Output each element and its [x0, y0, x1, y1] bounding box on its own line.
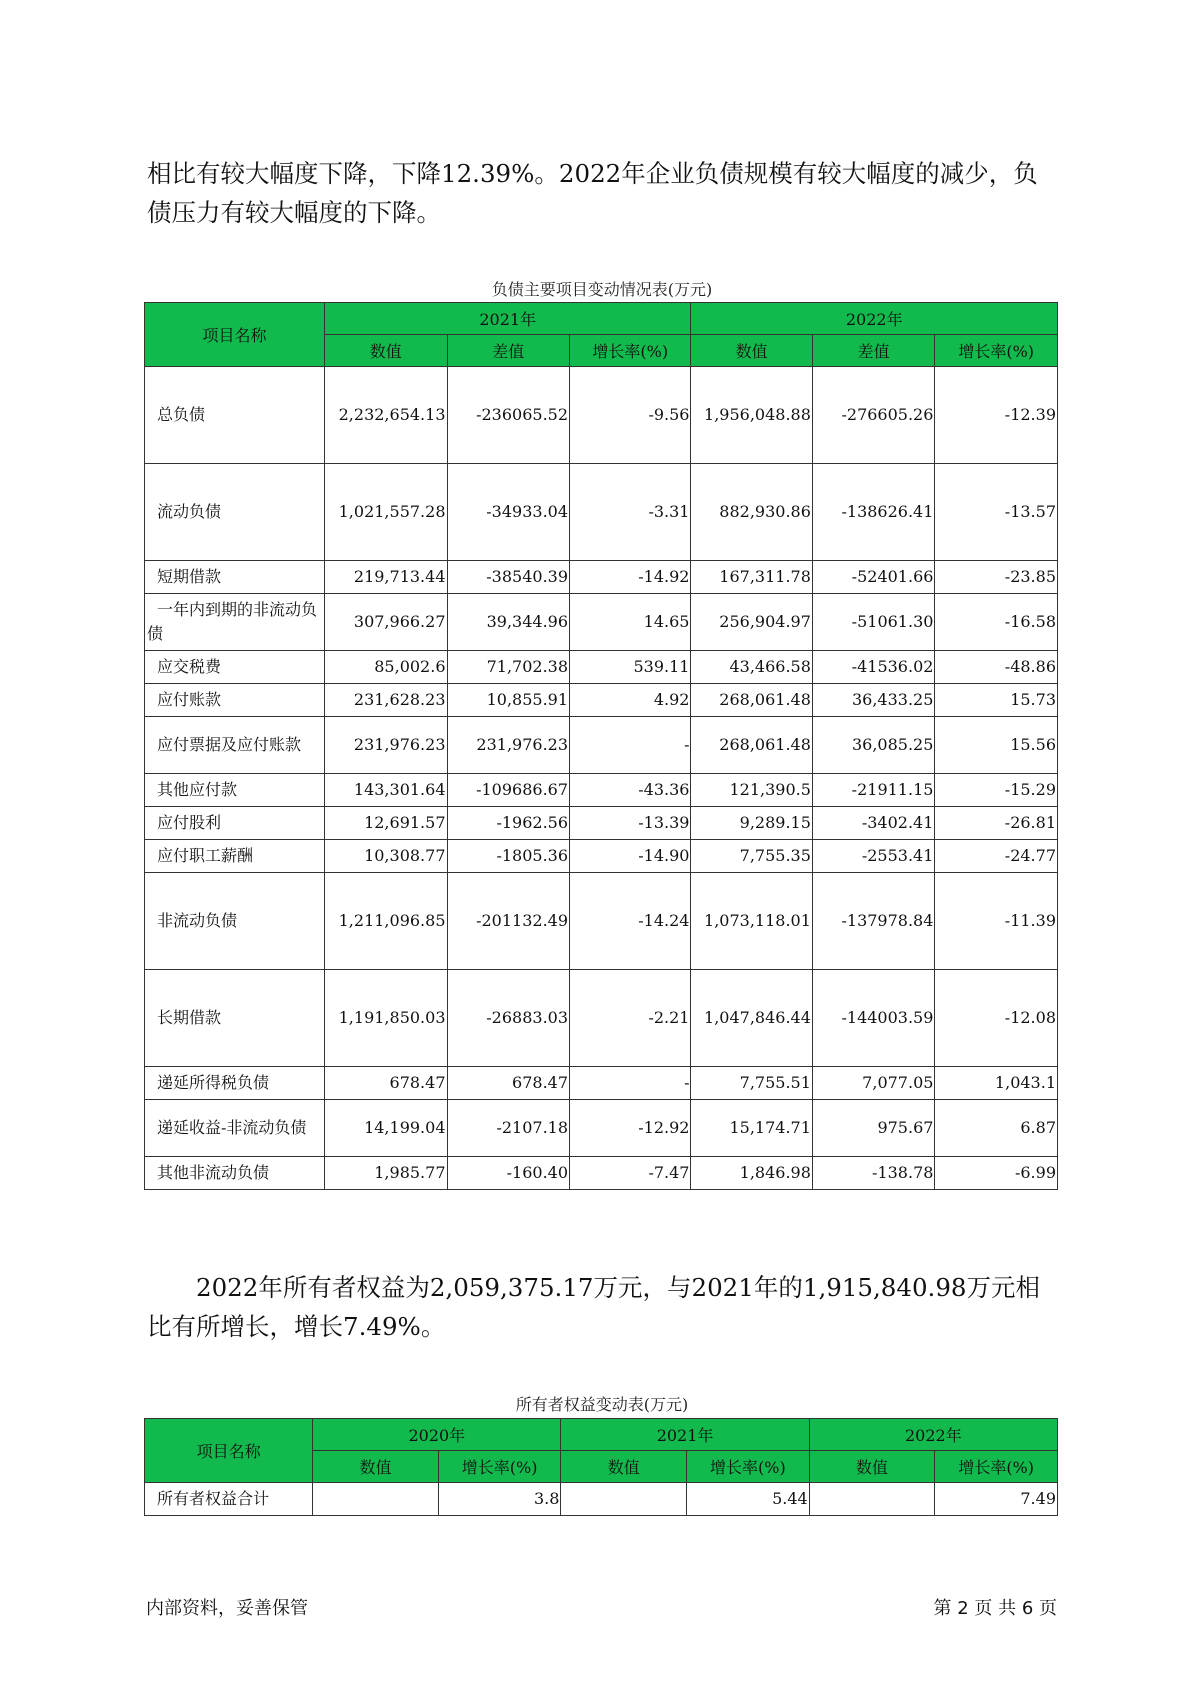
cell-rate-2022: -12.08 — [935, 970, 1058, 1067]
cell-value-2021: 12,691.57 — [324, 807, 447, 840]
cell-diff-2022: -137978.84 — [812, 873, 935, 970]
cell-diff-2021: -1962.56 — [447, 807, 570, 840]
cell-diff-2022: -144003.59 — [812, 970, 935, 1067]
header-year-2021: 2021年 — [324, 303, 690, 335]
cell-value-2022: 7,755.35 — [691, 840, 812, 873]
cell-rate-2021: -12.92 — [570, 1100, 691, 1157]
cell-rate-2021: -14.92 — [570, 561, 691, 594]
cell-diff-2021: -2107.18 — [447, 1100, 570, 1157]
header-value: 数值 — [313, 1451, 439, 1483]
cell-rate-2021: -9.56 — [570, 367, 691, 464]
cell-value-2021: 10,308.77 — [324, 840, 447, 873]
row-name: 总负债 — [145, 367, 325, 464]
cell-value-2022: 268,061.48 — [691, 684, 812, 717]
row-name: 递延所得税负债 — [145, 1067, 325, 1100]
cell-rate-2022: 1,043.1 — [935, 1067, 1058, 1100]
cell-rate-2022: -24.77 — [935, 840, 1058, 873]
cell-rate-2021: 14.65 — [570, 594, 691, 651]
paragraph-liability-summary: 相比有较大幅度下降，下降12.39%。2022年企业负债规模有较大幅度的减少，负债压力有较大幅度的下降。 — [147, 159, 1038, 227]
header-value: 数值 — [324, 335, 447, 367]
cell-diff-2022: -138.78 — [812, 1157, 935, 1190]
cell-diff-2021: -1805.36 — [447, 840, 570, 873]
row-name: 长期借款 — [145, 970, 325, 1067]
cell-diff-2021: -26883.03 — [447, 970, 570, 1067]
cell-diff-2022: -138626.41 — [812, 464, 935, 561]
cell-value-2021: 85,002.6 — [324, 651, 447, 684]
header-value: 数值 — [691, 335, 812, 367]
table-row — [145, 774, 1058, 807]
header-item-name: 项目名称 — [145, 1419, 313, 1483]
table-row — [145, 561, 1058, 594]
cell-value-2021: 143,301.64 — [324, 774, 447, 807]
cell-diff-2021: -109686.67 — [447, 774, 570, 807]
cell-diff-2022: -3402.41 — [812, 807, 935, 840]
cell-diff-2021: -38540.39 — [447, 561, 570, 594]
header-rate: 增长率(%) — [687, 1451, 810, 1483]
cell-diff-2021: 39,344.96 — [447, 594, 570, 651]
cell-rate-2021: - — [570, 1067, 691, 1100]
cell-value-2022: 9,289.15 — [691, 807, 812, 840]
cell-rate-2021: -43.36 — [570, 774, 691, 807]
cell-value-2022: 7,755.51 — [691, 1067, 812, 1100]
cell-rate-2021: - — [570, 717, 691, 774]
row-name: 非流动负债 — [145, 873, 325, 970]
header-rate: 增长率(%) — [935, 1451, 1058, 1483]
header-diff: 差值 — [812, 335, 935, 367]
cell-diff-2021: 71,702.38 — [447, 651, 570, 684]
cell-rate-2022: 15.73 — [935, 684, 1058, 717]
cell-diff-2021: -236065.52 — [447, 367, 570, 464]
cell-diff-2022: -41536.02 — [812, 651, 935, 684]
header-year-2021: 2021年 — [561, 1419, 809, 1451]
header-rate: 增长率(%) — [438, 1451, 561, 1483]
header-value: 数值 — [809, 1451, 935, 1483]
cell-rate-2020: 3.8 — [438, 1483, 561, 1516]
cell-value-2020 — [313, 1483, 439, 1516]
row-name: 其他非流动负债 — [145, 1157, 325, 1190]
cell-rate-2021: -14.90 — [570, 840, 691, 873]
table-row — [145, 873, 1058, 970]
cell-rate-2021: 4.92 — [570, 684, 691, 717]
paragraph-equity-summary: 2022年所有者权益为2,059,375.17万元，与2021年的1,915,840.98万元相比有所增长，增长7.49%。 — [147, 1273, 1041, 1341]
row-name: 应付股利 — [145, 807, 325, 840]
cell-rate-2021: -13.39 — [570, 807, 691, 840]
header-diff: 差值 — [447, 335, 570, 367]
equity-table — [144, 1418, 1058, 1516]
table-row — [145, 464, 1058, 561]
cell-rate-2022: 6.87 — [935, 1100, 1058, 1157]
cell-diff-2021: 678.47 — [447, 1067, 570, 1100]
header-rate: 增长率(%) — [935, 335, 1058, 367]
cell-value-2022: 256,904.97 — [691, 594, 812, 651]
table-row — [145, 1100, 1058, 1157]
table-row — [145, 807, 1058, 840]
cell-rate-2021: -2.21 — [570, 970, 691, 1067]
cell-value-2022: 1,956,048.88 — [691, 367, 812, 464]
footer-page-number: 第 2 页 共 6 页 — [933, 1598, 1057, 1619]
cell-value-2021: 1,191,850.03 — [324, 970, 447, 1067]
table-caption-liabilities: 负债主要项目变动情况表(万元) — [491, 280, 713, 299]
cell-rate-2022: -6.99 — [935, 1157, 1058, 1190]
cell-value-2021: 219,713.44 — [324, 561, 447, 594]
cell-value-2022: 1,846.98 — [691, 1157, 812, 1190]
table-row — [145, 970, 1058, 1067]
row-name: 应付账款 — [145, 684, 325, 717]
cell-value-2022: 15,174.71 — [691, 1100, 812, 1157]
cell-diff-2021: 10,855.91 — [447, 684, 570, 717]
table-row — [145, 1483, 1058, 1516]
row-name: 递延收益-非流动负债 — [145, 1100, 325, 1157]
cell-rate-2021: -14.24 — [570, 873, 691, 970]
cell-rate-2022: -15.29 — [935, 774, 1058, 807]
row-name: 应付票据及应付账款 — [145, 717, 325, 774]
cell-value-2021: 1,211,096.85 — [324, 873, 447, 970]
cell-rate-2022: 15.56 — [935, 717, 1058, 774]
cell-value-2021: 1,985.77 — [324, 1157, 447, 1190]
cell-value-2022: 882,930.86 — [691, 464, 812, 561]
cell-value-2022: 268,061.48 — [691, 717, 812, 774]
cell-value-2021: 1,021,557.28 — [324, 464, 447, 561]
cell-diff-2021: -201132.49 — [447, 873, 570, 970]
table-row — [145, 717, 1058, 774]
cell-rate-2022: -26.81 — [935, 807, 1058, 840]
row-name: 应交税费 — [145, 651, 325, 684]
cell-diff-2022: -276605.26 — [812, 367, 935, 464]
cell-rate-2021: -7.47 — [570, 1157, 691, 1190]
cell-value-2021: 2,232,654.13 — [324, 367, 447, 464]
row-name: 流动负债 — [145, 464, 325, 561]
cell-diff-2022: 7,077.05 — [812, 1067, 935, 1100]
header-year-2022: 2022年 — [691, 303, 1058, 335]
cell-diff-2022: 36,085.25 — [812, 717, 935, 774]
row-name: 应付职工薪酬 — [145, 840, 325, 873]
cell-diff-2021: 231,976.23 — [447, 717, 570, 774]
cell-value-2021: 307,966.27 — [324, 594, 447, 651]
cell-value-2021: 231,628.23 — [324, 684, 447, 717]
cell-value-2021: 678.47 — [324, 1067, 447, 1100]
row-name: 一年内到期的非流动负债 — [145, 594, 325, 651]
header-year-2020: 2020年 — [313, 1419, 561, 1451]
table-row — [145, 684, 1058, 717]
table-row — [145, 1157, 1058, 1190]
cell-value-2022: 121,390.5 — [691, 774, 812, 807]
table-row — [145, 651, 1058, 684]
cell-rate-2022: -23.85 — [935, 561, 1058, 594]
cell-rate-2022: 7.49 — [935, 1483, 1058, 1516]
cell-diff-2022: -21911.15 — [812, 774, 935, 807]
cell-value-2022: 1,047,846.44 — [691, 970, 812, 1067]
cell-diff-2021: -34933.04 — [447, 464, 570, 561]
table-row — [145, 1067, 1058, 1100]
footer-confidential-note: 内部资料，妥善保管 — [146, 1598, 308, 1619]
liabilities-table — [144, 302, 1058, 1190]
table-row — [145, 840, 1058, 873]
cell-rate-2021: 539.11 — [570, 651, 691, 684]
cell-rate-2022: -16.58 — [935, 594, 1058, 651]
cell-diff-2022: -52401.66 — [812, 561, 935, 594]
cell-value-2022: 1,073,118.01 — [691, 873, 812, 970]
cell-value-2022: 167,311.78 — [691, 561, 812, 594]
cell-value-2021: 231,976.23 — [324, 717, 447, 774]
header-value: 数值 — [561, 1451, 687, 1483]
cell-rate-2022: -13.57 — [935, 464, 1058, 561]
table-row — [145, 367, 1058, 464]
cell-value-2022 — [809, 1483, 935, 1516]
header-year-2022: 2022年 — [809, 1419, 1057, 1451]
header-rate: 增长率(%) — [570, 335, 691, 367]
cell-value-2022: 43,466.58 — [691, 651, 812, 684]
row-name: 其他应付款 — [145, 774, 325, 807]
header-item-name: 项目名称 — [145, 303, 325, 367]
row-name: 短期借款 — [145, 561, 325, 594]
cell-value-2021 — [561, 1483, 687, 1516]
cell-rate-2022: -12.39 — [935, 367, 1058, 464]
cell-diff-2022: -2553.41 — [812, 840, 935, 873]
cell-diff-2022: 975.67 — [812, 1100, 935, 1157]
table-row — [145, 594, 1058, 651]
row-name: 所有者权益合计 — [145, 1483, 313, 1516]
cell-diff-2022: 36,433.25 — [812, 684, 935, 717]
cell-value-2021: 14,199.04 — [324, 1100, 447, 1157]
cell-rate-2021: -3.31 — [570, 464, 691, 561]
cell-rate-2022: -11.39 — [935, 873, 1058, 970]
cell-rate-2022: -48.86 — [935, 651, 1058, 684]
table-caption-equity: 所有者权益变动表(万元) — [515, 1395, 689, 1414]
cell-diff-2022: -51061.30 — [812, 594, 935, 651]
cell-rate-2021: 5.44 — [687, 1483, 810, 1516]
cell-diff-2021: -160.40 — [447, 1157, 570, 1190]
